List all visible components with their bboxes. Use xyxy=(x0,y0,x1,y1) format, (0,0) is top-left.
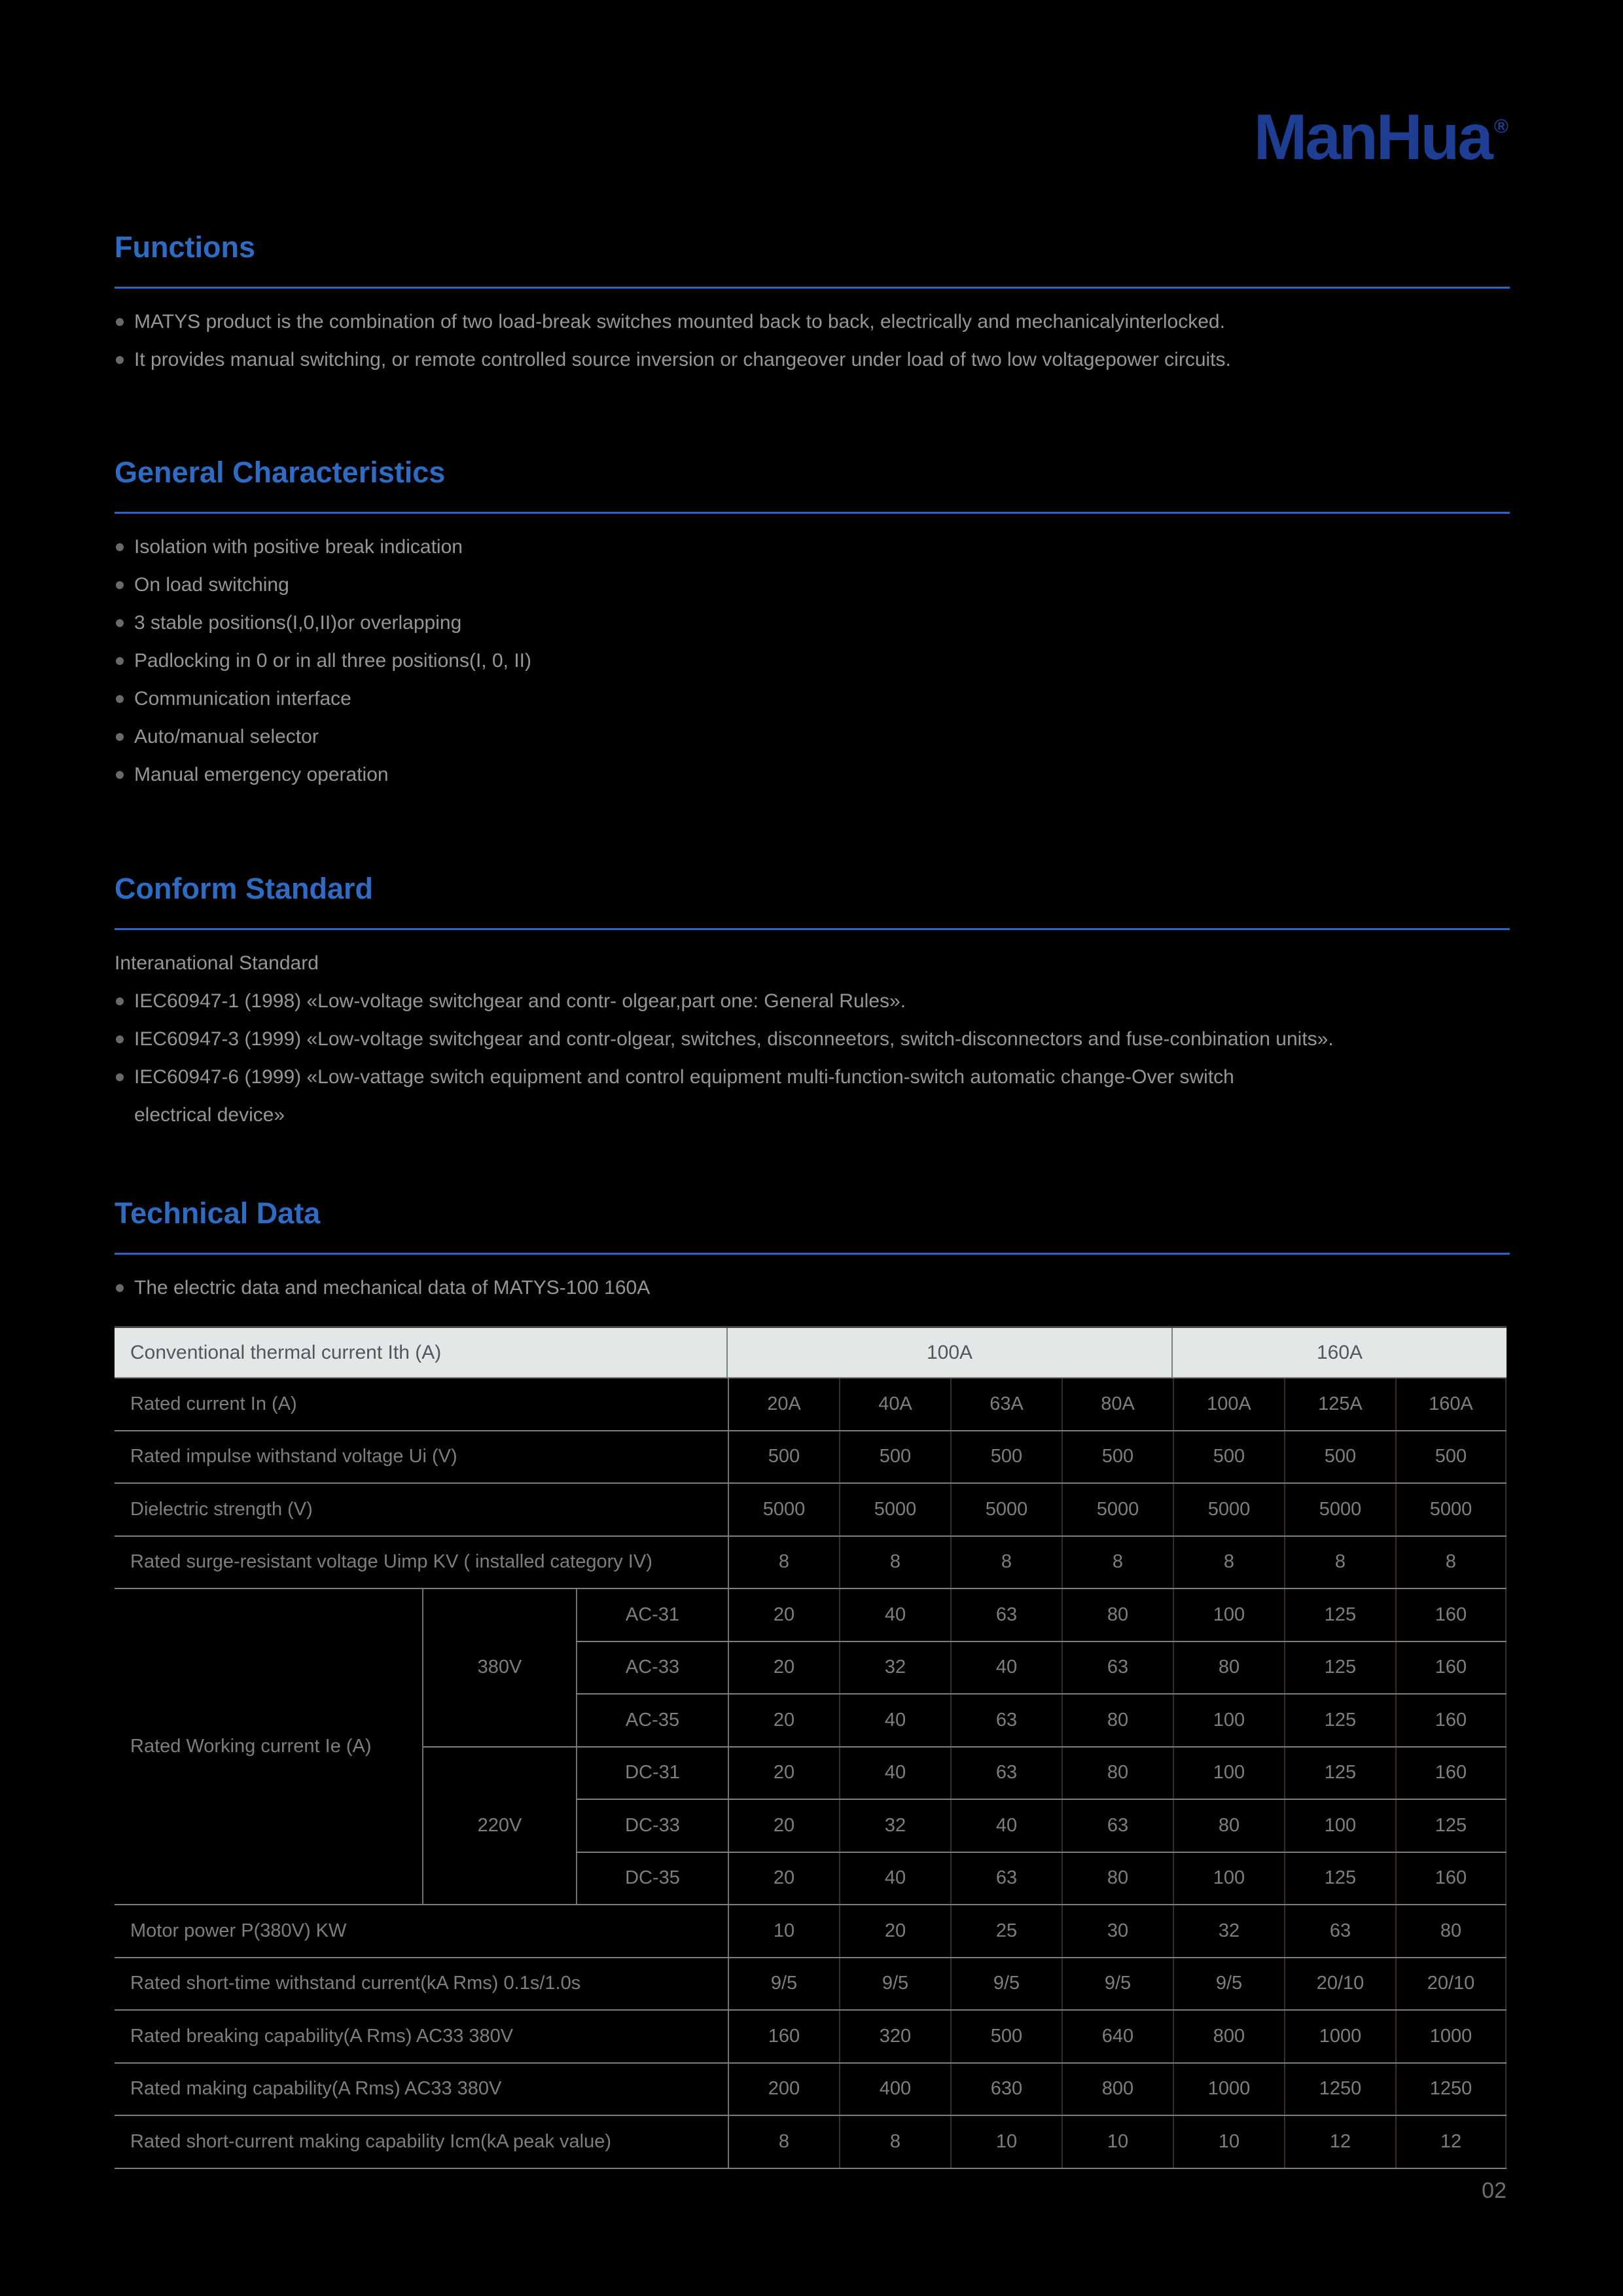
table-cell: 500 xyxy=(1284,1431,1395,1483)
table-cell: 63 xyxy=(950,1748,1061,1799)
bullet-text: IEC60947-1 (1998) «Low-voltage switchgear and contr- olgear,part one: General Rules». xyxy=(134,990,906,1012)
section-divider xyxy=(115,928,1510,930)
table-row xyxy=(115,1957,1507,2010)
table-cell: 160 xyxy=(1395,1589,1507,1641)
table-cell: 63A xyxy=(950,1378,1061,1430)
table-cell: 160A xyxy=(1395,1378,1507,1430)
table-cell: 40 xyxy=(839,1589,950,1641)
technical-bullet-list xyxy=(115,1269,1510,1307)
table-cell: 63 xyxy=(950,1695,1061,1746)
table-cell: 125 xyxy=(1284,1748,1395,1799)
table-cell: 1000 xyxy=(1173,2064,1284,2115)
table-cell: 160 xyxy=(1395,1748,1507,1799)
bullet-item xyxy=(115,566,1510,604)
table-row-label: Rated breaking capability(A Rms) AC33 380V xyxy=(130,2025,514,2047)
table-cell: 40 xyxy=(950,1800,1061,1852)
table-cell: 20 xyxy=(728,1589,839,1641)
table-cell: 125 xyxy=(1395,1800,1507,1852)
bullet-item xyxy=(115,680,1510,718)
table-cell: 5000 xyxy=(1395,1484,1507,1535)
table-cell: 63 xyxy=(1061,1800,1173,1852)
registered-trademark-icon: ® xyxy=(1493,116,1508,137)
table-cell: 1250 xyxy=(1284,2064,1395,2115)
table-cell: 125 xyxy=(1284,1695,1395,1746)
section-conform-standard xyxy=(115,872,1510,1134)
table-cell: 100 xyxy=(1173,1748,1284,1799)
table-cell: 20 xyxy=(728,1642,839,1694)
table-cell: 1000 xyxy=(1395,2011,1507,2062)
table-cell: 10 xyxy=(728,1905,839,1957)
category-cell: AC-31 xyxy=(576,1589,728,1641)
table-cell: 8 xyxy=(839,2116,950,2168)
table-row-label: Rated short-current making capability Icm(kA peak value) xyxy=(130,2130,611,2152)
table-cell: 9/5 xyxy=(839,1958,950,2010)
bullet-icon xyxy=(116,1284,124,1292)
bullet-item xyxy=(115,341,1510,379)
table-cell: 8 xyxy=(728,2116,839,2168)
table-cell: 20 xyxy=(728,1800,839,1852)
bullet-icon xyxy=(116,695,124,703)
category-cell: DC-33 xyxy=(576,1800,728,1852)
bullet-text: MATYS product is the combination of two load-break switches mounted back to back, electrically and mechanicalyinterlocked. xyxy=(134,311,1225,332)
table-row xyxy=(115,2009,1507,2062)
table-cell: 125A xyxy=(1284,1378,1395,1430)
bullet-icon xyxy=(116,581,124,589)
bullet-item xyxy=(115,303,1510,341)
table-cell: 800 xyxy=(1061,2064,1173,2115)
bullet-icon xyxy=(116,771,124,779)
table-cell: 20 xyxy=(728,1748,839,1799)
table-cell: 1000 xyxy=(1284,2011,1395,2062)
table-cell: 63 xyxy=(1284,1905,1395,1957)
bullet-icon xyxy=(116,543,124,551)
table-cell: 5000 xyxy=(1061,1484,1173,1535)
table-cell: 630 xyxy=(950,2064,1061,2115)
table-row-label: Rated surge-resistant voltage Uimp KV ( installed category IV) xyxy=(130,1551,652,1573)
table-cell: 5000 xyxy=(1284,1484,1395,1535)
table-cell: 12 xyxy=(1395,2116,1507,2168)
table-cell: 5000 xyxy=(728,1484,839,1535)
table-cell: 200 xyxy=(728,2064,839,2115)
bullet-icon xyxy=(116,997,124,1005)
table-cell: 63 xyxy=(950,1589,1061,1641)
table-header-group-100a: 100A xyxy=(728,1328,1173,1377)
table-cell: 500 xyxy=(950,1431,1061,1483)
table-cell: 80 xyxy=(1061,1695,1173,1746)
table-row xyxy=(576,1746,1507,1799)
table-cell: 9/5 xyxy=(1061,1958,1173,2010)
table-cell: 25 xyxy=(950,1905,1061,1957)
bullet-icon xyxy=(116,318,124,326)
table-cell: 80A xyxy=(1061,1378,1173,1430)
section-title-conform-standard: Conform Standard xyxy=(115,872,374,905)
table-cell: 20 xyxy=(839,1905,950,1957)
intro-text: Interanational Standard xyxy=(115,952,319,974)
table-cell: 5000 xyxy=(1173,1484,1284,1535)
table-cell: 8 xyxy=(1173,1537,1284,1588)
section-divider xyxy=(115,1253,1510,1255)
table-cell: 125 xyxy=(1284,1642,1395,1694)
table-cell: 63 xyxy=(950,1853,1061,1905)
table-cell: 160 xyxy=(1395,1695,1507,1746)
table-cell: 10 xyxy=(1173,2116,1284,2168)
table-cell: 32 xyxy=(839,1642,950,1694)
bullet-text: Communication interface xyxy=(134,688,351,709)
table-row-label: Motor power P(380V) KW xyxy=(130,1920,347,1941)
table-row xyxy=(115,1535,1507,1588)
table-row xyxy=(115,1430,1507,1483)
table-cell: 10 xyxy=(950,2116,1061,2168)
bullet-icon xyxy=(116,657,124,665)
bullet-text: Isolation with positive break indication xyxy=(134,536,463,558)
table-cell: 500 xyxy=(1173,1431,1284,1483)
table-cell: 80 xyxy=(1061,1853,1173,1905)
table-row xyxy=(576,1693,1507,1746)
bullet-icon xyxy=(116,733,124,741)
table-row xyxy=(576,1799,1507,1852)
table-cell: 40 xyxy=(950,1642,1061,1694)
brand-logo xyxy=(1253,101,1508,173)
table-row xyxy=(115,2062,1507,2115)
table-cell: 8 xyxy=(1395,1537,1507,1588)
bullet-text: IEC60947-3 (1999) «Low-voltage switchgear and contr-olgear, switches, disconneetors, switch-disconnectors and fuse-conbination units». xyxy=(134,1028,1334,1050)
table-cell: 32 xyxy=(1173,1905,1284,1957)
table-row xyxy=(115,1377,1507,1430)
table-cell: 40 xyxy=(839,1853,950,1905)
working-current-rows xyxy=(576,1589,1507,1904)
table-cell: 10 xyxy=(1061,2116,1173,2168)
bullet-item xyxy=(115,756,1510,794)
bullet-item xyxy=(115,982,1510,1020)
rated-working-current-block xyxy=(115,1588,1507,1904)
bullet-item xyxy=(115,604,1510,642)
category-cell: AC-35 xyxy=(576,1695,728,1746)
table-cell: 100 xyxy=(1173,1695,1284,1746)
table-row-label: Rated Working current Ie (A) xyxy=(130,1736,372,1757)
general-bullet-list xyxy=(115,528,1510,794)
bullet-text: 3 stable positions(I,0,II)or overlapping xyxy=(134,612,462,634)
table-cell: 8 xyxy=(1284,1537,1395,1588)
table-cell: 80 xyxy=(1061,1589,1173,1641)
section-title-general-characteristics: General Characteristics xyxy=(115,456,446,489)
table-cell: 80 xyxy=(1173,1642,1284,1694)
table-cell: 20 xyxy=(728,1695,839,1746)
table-cell: 32 xyxy=(839,1800,950,1852)
table-row xyxy=(115,1904,1507,1957)
table-row xyxy=(576,1589,1507,1641)
category-cell: DC-35 xyxy=(576,1853,728,1905)
table-header-label: Conventional thermal current Ith (A) xyxy=(115,1328,728,1377)
table-cell: 80 xyxy=(1061,1748,1173,1799)
table-cell: 125 xyxy=(1284,1589,1395,1641)
bullet-item xyxy=(115,1058,1510,1096)
table-row-label: Rated making capability(A Rms) AC33 380V xyxy=(130,2078,502,2100)
voltage-cell-220v: 220V xyxy=(423,1746,576,1905)
table-header-group-160a: 160A xyxy=(1316,1341,1363,1363)
table-cell: 800 xyxy=(1173,2011,1284,2062)
bullet-text: IEC60947-6 (1999) «Low-vattage switch equipment and control equipment multi-function-switch automatic change-Over switch xyxy=(134,1066,1234,1088)
table-row xyxy=(576,1641,1507,1694)
table-cell: 5000 xyxy=(950,1484,1061,1535)
table-cell: 30 xyxy=(1061,1905,1173,1957)
table-row-label: Rated impulse withstand voltage Ui (V) xyxy=(130,1446,457,1467)
table-header-row xyxy=(115,1326,1507,1377)
table-cell: 160 xyxy=(1395,1853,1507,1905)
bullet-item xyxy=(115,1020,1510,1058)
bullet-item xyxy=(115,528,1510,566)
table-cell: 100 xyxy=(1173,1853,1284,1905)
brand-logo-text: ManHua xyxy=(1253,101,1491,173)
table-cell: 100A xyxy=(1173,1378,1284,1430)
bullet-text: Auto/manual selector xyxy=(134,726,319,747)
table-cell: 63 xyxy=(1061,1642,1173,1694)
bullet-item xyxy=(115,718,1510,756)
table-row xyxy=(115,1482,1507,1535)
table-row-label: Dielectric strength (V) xyxy=(130,1498,313,1520)
table-cell: 20 xyxy=(728,1853,839,1905)
category-cell: AC-33 xyxy=(576,1642,728,1694)
table-cell: 320 xyxy=(839,2011,950,2062)
bullet-continuation-line xyxy=(115,1096,1510,1134)
section-divider xyxy=(115,287,1510,289)
bullet-text: It provides manual switching, or remote controlled source inversion or changeover under load of two low voltagepower circuits. xyxy=(134,349,1231,370)
table-cell: 5000 xyxy=(839,1484,950,1535)
table-cell: 40 xyxy=(839,1748,950,1799)
table-cell: 125 xyxy=(1284,1853,1395,1905)
table-cell: 100 xyxy=(1284,1800,1395,1852)
table-cell: 8 xyxy=(839,1537,950,1588)
table-cell: 500 xyxy=(728,1431,839,1483)
table-cell: 80 xyxy=(1173,1800,1284,1852)
section-divider xyxy=(115,512,1510,514)
table-cell: 8 xyxy=(1061,1537,1173,1588)
bullet-icon xyxy=(116,1073,124,1081)
bullet-icon xyxy=(116,356,124,364)
bullet-text: Manual emergency operation xyxy=(134,764,389,785)
section-title-functions: Functions xyxy=(115,230,255,264)
bullet-text: electrical device» xyxy=(134,1104,285,1126)
table-cell: 500 xyxy=(950,2011,1061,2062)
technical-data-table xyxy=(115,1326,1507,2169)
table-cell: 12 xyxy=(1284,2116,1395,2168)
functions-bullet-list xyxy=(115,303,1510,379)
table-cell: 20/10 xyxy=(1395,1958,1507,2010)
conform-bullet-list xyxy=(115,944,1510,1134)
table-cell: 1250 xyxy=(1395,2064,1507,2115)
bullet-icon xyxy=(116,1035,124,1043)
bullet-text: The electric data and mechanical data of MATYS-100 160A xyxy=(134,1277,651,1299)
table-cell: 8 xyxy=(950,1537,1061,1588)
table-cell: 20A xyxy=(728,1378,839,1430)
section-general-characteristics xyxy=(115,456,1510,794)
section-functions xyxy=(115,230,1510,379)
table-cell: 9/5 xyxy=(1173,1958,1284,2010)
table-cell: 400 xyxy=(839,2064,950,2115)
voltage-cell-380v: 380V xyxy=(477,1657,522,1678)
bullet-item xyxy=(115,642,1510,680)
table-cell: 9/5 xyxy=(728,1958,839,2010)
table-cell: 8 xyxy=(728,1537,839,1588)
table-cell: 100 xyxy=(1173,1589,1284,1641)
bullet-text: On load switching xyxy=(134,574,289,596)
table-cell: 160 xyxy=(728,2011,839,2062)
table-cell: 500 xyxy=(1061,1431,1173,1483)
table-cell: 20/10 xyxy=(1284,1958,1395,2010)
table-row xyxy=(576,1852,1507,1905)
table-cell: 640 xyxy=(1061,2011,1173,2062)
table-row-label: Rated short-time withstand current(kA Rms) 0.1s/1.0s xyxy=(130,1973,581,1994)
section-title-technical-data: Technical Data xyxy=(115,1196,321,1230)
bullet-item xyxy=(115,1269,1510,1307)
bullet-icon xyxy=(116,619,124,627)
table-cell: 9/5 xyxy=(950,1958,1061,2010)
table-row xyxy=(115,2115,1507,2168)
section-technical-data xyxy=(115,1196,1510,1307)
category-cell: DC-31 xyxy=(576,1748,728,1799)
bullet-text: Padlocking in 0 or in all three positions(I, 0, II) xyxy=(134,650,531,672)
table-cell: 40A xyxy=(839,1378,950,1430)
table-row-label: Rated current In (A) xyxy=(130,1393,297,1414)
intro-line xyxy=(115,944,1510,982)
page-number: 02 xyxy=(1482,2178,1507,2203)
table-cell: 500 xyxy=(839,1431,950,1483)
table-cell: 500 xyxy=(1395,1431,1507,1483)
voltage-column xyxy=(422,1589,576,1904)
table-cell: 160 xyxy=(1395,1642,1507,1694)
table-cell: 40 xyxy=(839,1695,950,1746)
table-cell: 80 xyxy=(1395,1905,1507,1957)
